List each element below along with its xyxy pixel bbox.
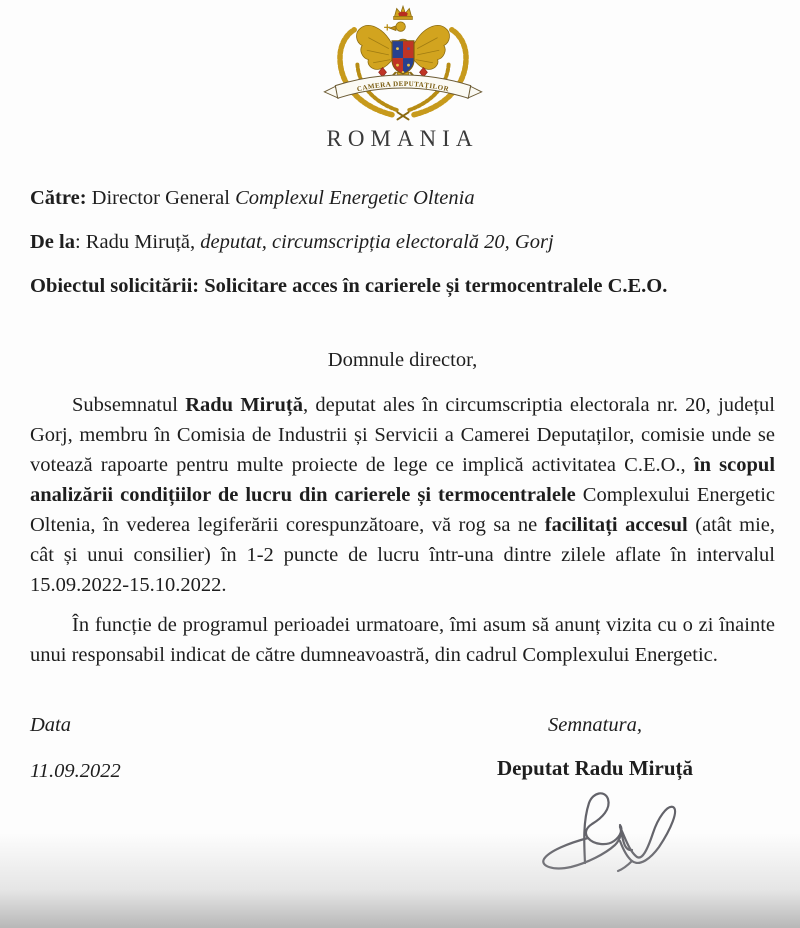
letter-body: [30, 390, 775, 670]
signature-block: [30, 714, 775, 904]
sender-line: De la: Radu Miruță, deputat, circumscripția electorală 20, Gorj: [30, 231, 554, 253]
salutation: Domnule director,: [327, 349, 478, 371]
signer-name: Deputat Radu Miruță: [496, 756, 693, 780]
ribbon-banner: [324, 75, 481, 98]
shield: [391, 41, 413, 76]
subject-line: Obiectul solicitării: Solicitare acces în carierele și termocentralele C.E.O.: [30, 275, 668, 297]
signature-label: Semnatura,: [548, 714, 642, 736]
body-paragraph-1: Subsemnatul Radu Miruță, deputat ales în circumscriptia electorala nr. 20, județul Gorj, membru în Comisia de Industrii și Servicii a Camerei Deputaților, comisie unde se votează rapoarte pentru multe proiecte de lege ce implică activitatea C.E.O., în scopul analizării condițiilor de lucru din carierele și termocentralele Complexului Energetic Oltenia, în vederea legiferării corespunzătoare, vă rog sa ne facilitați accesul (atât mie, cât și unui consilier) în 1-2 puncte de lucru într-una dintre zilele aflate în intervalul 15.09.2022-15.10.2022.: [30, 394, 776, 596]
coat-of-arms-icon: [315, 3, 491, 121]
country-name: ROMANIA: [326, 126, 479, 151]
body-paragraph-2: În funcție de programul perioadei urmatoare, îmi asum să anunț vizita cu o zi înainte unui responsabil indicat de către dumneavoastră, din cadrul Complexului Energetic.: [30, 614, 775, 666]
recipient-line: Către: Director General Complexul Energetic Oltenia: [30, 187, 475, 209]
date-value: 11.09.2022: [30, 760, 121, 782]
crown-icon: [393, 6, 412, 19]
date-label: Data: [30, 714, 71, 736]
banner-text: CAMERA DEPUTAȚILOR: [355, 79, 450, 94]
letterhead: [30, 0, 775, 152]
letter-meta: [30, 186, 775, 299]
signature-column: [470, 714, 720, 880]
date-column: [30, 714, 250, 783]
handwritten-signature-icon: [511, 783, 691, 875]
